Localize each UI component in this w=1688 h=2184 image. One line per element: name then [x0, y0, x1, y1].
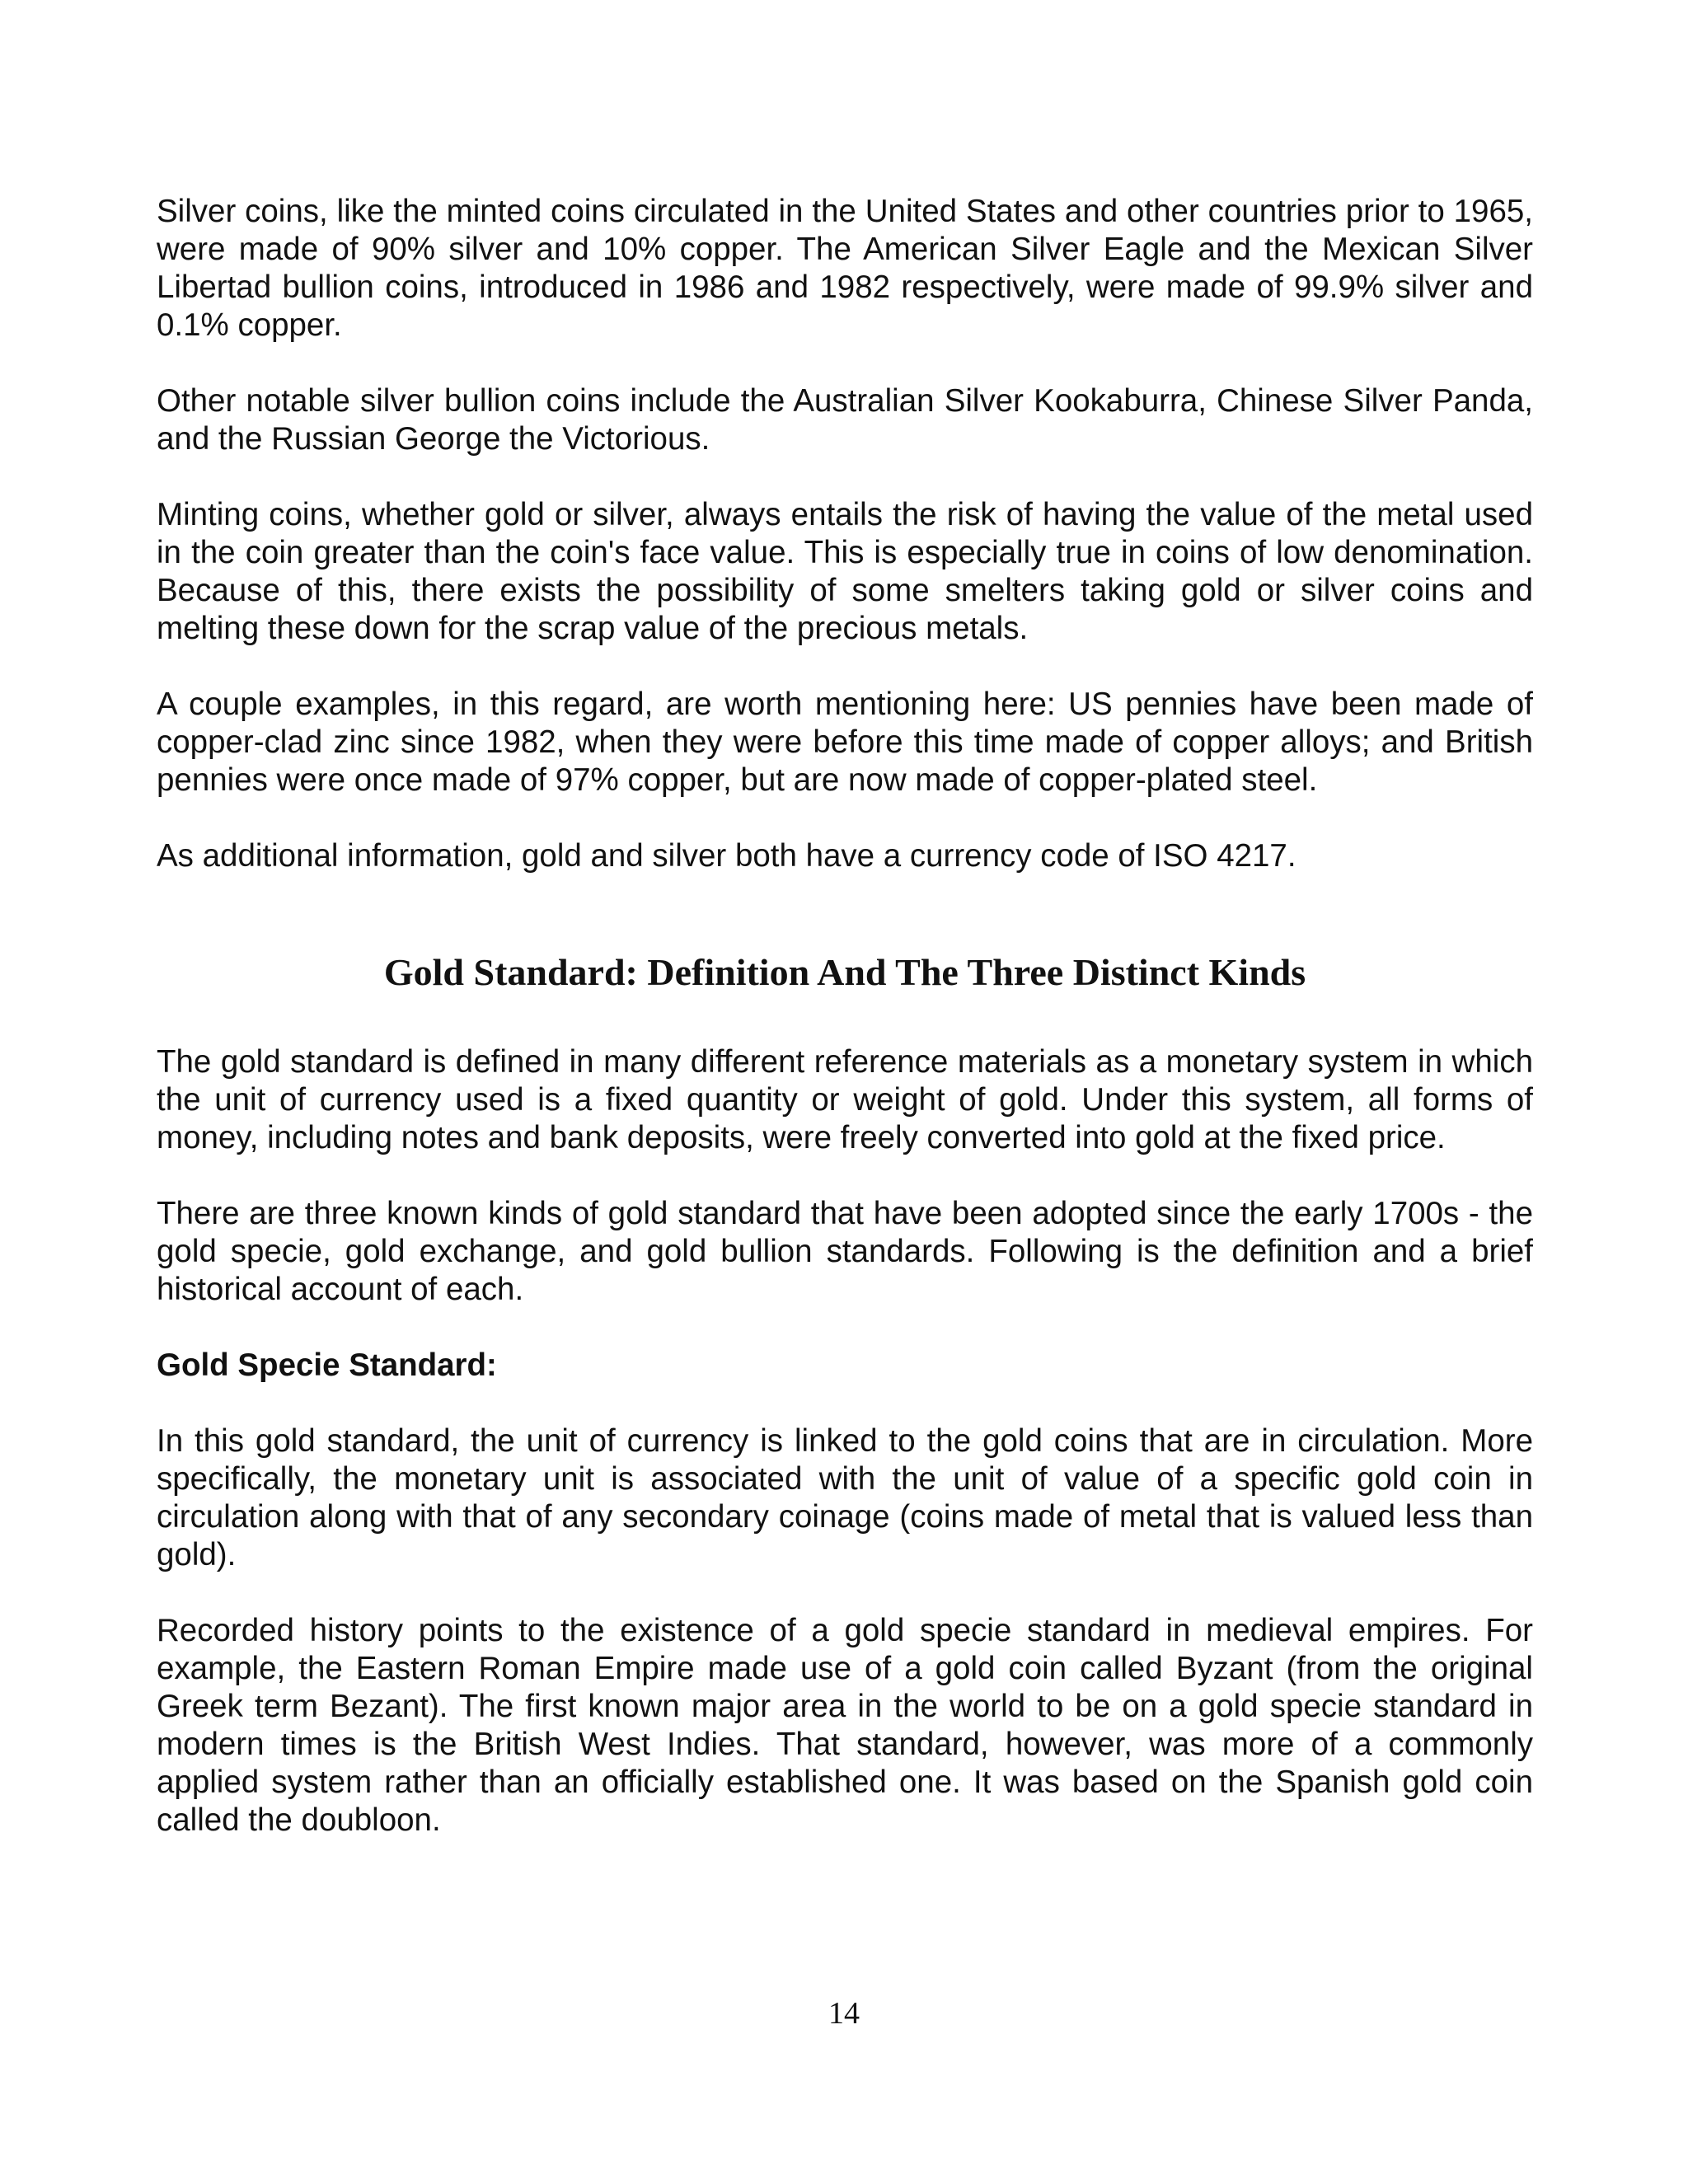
paragraph-specie-history: Recorded history points to the existence of a gold specie standard in medieval empires. For example, the Eastern Roman Empire made use of a gold coin called Byzant (from the original Greek term Bezant). The first known major area in the world to be on a gold specie standard in modern times is the British West Indies. That standard, however, was more of a commonly applied system rather than an officially established one. It was based on the Spanish gold coin called the doubloon. [157, 1613, 1533, 1838]
paragraph-gold-standard-definition: The gold standard is defined in many different reference materials as a monetary system in which the unit of currency used is a fixed quantity or weight of gold. Under this system, all forms of money, including notes and bank deposits, were freely converted into gold at the fixed price. [157, 1044, 1533, 1155]
paragraph-currency-code: As additional information, gold and silver both have a currency code of ISO 4217. [157, 838, 1296, 874]
paragraph-minting-risk: Minting coins, whether gold or silver, always entails the risk of having the value of the metal used in the coin greater than the coin's face value. This is especially true in coins of low denomination. Because of this, there exists the possibility of some smelters taking gold or silver coins and melting these down for the scrap value of the precious metals. [157, 497, 1533, 646]
paragraph-notable-silver-bullion: Other notable silver bullion coins include the Australian Silver Kookaburra, Chinese Silver Panda, and the Russian George the Victorious. [157, 383, 1533, 457]
sub-heading-gold-specie: Gold Specie Standard: [157, 1347, 497, 1383]
paragraph-specie-definition: In this gold standard, the unit of currency is linked to the gold coins that are in circulation. More specifically, the monetary unit is associated with the unit of value of a specific gold coin in circulation along with that of any secondary coinage (coins made of metal that is valued less than gold). [157, 1423, 1533, 1572]
section-heading: Gold Standard: Definition And The Three Distinct Kinds [383, 951, 1306, 993]
paragraph-penny-examples: A couple examples, in this regard, are worth mentioning here: US pennies have been made of copper-clad zinc since 1982, when they were before this time made of copper alloys; and British pennies were once made of 97% copper, but are now made of copper-plated steel. [157, 687, 1533, 798]
page-number: 14 [828, 1996, 860, 2031]
page-content [157, 193, 1533, 1840]
paragraph-three-kinds: There are three known kinds of gold standard that have been adopted since the early 1700s - the gold specie, gold exchange, and gold bullion standards. Following is the definition and a brief historical account of each. [157, 1196, 1533, 1307]
paragraph-silver-coins: Silver coins, like the minted coins circulated in the United States and other countries prior to 1965, were made of 90% silver and 10% copper. The American Silver Eagle and the Mexican Silver Libertad bullion coins, introduced in 1986 and 1982 respectively, were made of 99.9% silver and 0.1% copper. [157, 194, 1533, 343]
